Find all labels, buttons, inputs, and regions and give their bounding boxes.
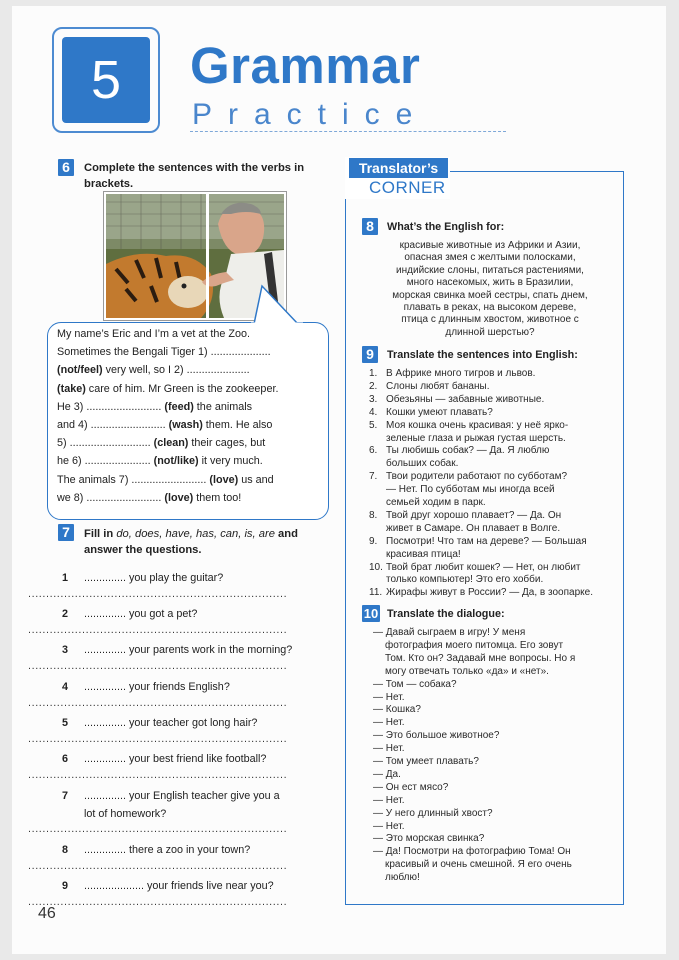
exercise-9-item bbox=[369, 368, 611, 381]
subtitle-divider bbox=[190, 131, 506, 132]
exercise-6-verb: (love) bbox=[209, 473, 239, 486]
dialogue-line: — Том умеет плавать? bbox=[373, 756, 479, 767]
item-number: 4. bbox=[369, 406, 378, 418]
question-text bbox=[84, 788, 324, 823]
item-number: 5. bbox=[369, 419, 378, 431]
question-number: 6 bbox=[62, 753, 69, 765]
question-text bbox=[84, 679, 324, 697]
exercise-9-item bbox=[369, 510, 611, 536]
item-line: Моя кошка очень красивая: у неё ярко- bbox=[386, 419, 569, 431]
dialogue-line: люблю! bbox=[385, 872, 420, 884]
exercise-6-number: 6 bbox=[58, 159, 74, 176]
exercise-6-line bbox=[57, 361, 320, 379]
exercise-9-instruction: Translate the sentences into English: bbox=[387, 349, 578, 361]
item-line: только компьютер! Это его хобби. bbox=[386, 574, 544, 586]
item-text bbox=[386, 394, 611, 407]
exercise-6-text: us and bbox=[238, 473, 274, 486]
answer-line: ........................................................................ bbox=[28, 660, 288, 672]
exercise-8-line: много насекомых, жить в Бразилии, bbox=[406, 277, 574, 289]
exercise-6-line bbox=[57, 343, 320, 361]
item-line: Посмотри! Что там на дереве? — Большая bbox=[386, 535, 587, 547]
question-text bbox=[84, 715, 324, 733]
exercise-6-text: He 3) ......................... bbox=[57, 400, 165, 413]
exercise-8-line: красивые животные из Африки и Азии, bbox=[399, 240, 581, 251]
item-number: 1. bbox=[369, 368, 378, 379]
question-line: .............. your teacher got long hair? bbox=[84, 717, 258, 729]
question-number: 4 bbox=[62, 681, 69, 693]
exercise-7-question bbox=[62, 715, 324, 733]
question-text bbox=[84, 642, 324, 660]
exercise-6-verb: (clean) bbox=[153, 437, 189, 450]
item-line: Ты любишь собак? — Да. Я люблю bbox=[386, 445, 550, 457]
exercise-6-verb: (not/like) bbox=[153, 455, 199, 468]
page-title: Grammar bbox=[190, 37, 421, 94]
question-line: .............. you play the guitar? bbox=[84, 572, 224, 584]
item-line: живет в Самаре. Он плавает в Волге. bbox=[386, 522, 561, 534]
item-line: Твой брат любит кошек? — Нет, он любит bbox=[386, 561, 581, 573]
exercise-7-number: 7 bbox=[58, 524, 74, 541]
unit-badge bbox=[52, 27, 160, 133]
exercise-9-item bbox=[369, 471, 611, 510]
item-number: 8. bbox=[369, 509, 378, 521]
exercise-6-text: 5) ........................... bbox=[57, 437, 154, 450]
dialogue-line: могу отвечать только «да» и «нет». bbox=[385, 665, 549, 677]
dialogue-line: — Да. bbox=[373, 768, 401, 780]
dialogue-line: фотография моего питомца. Его зовут bbox=[385, 639, 564, 651]
exercise-8-line: индийские слоны, питаться растениями, bbox=[396, 264, 584, 276]
question-line: lot of homework? bbox=[84, 807, 167, 820]
exercise-6-line bbox=[57, 398, 320, 416]
item-line: зеленые глаза и рыжая густая шерсть. bbox=[386, 432, 566, 444]
exercise-6-text: he 6) ...................... bbox=[57, 455, 154, 468]
item-line: — Нет. По субботам мы иногда всей bbox=[386, 484, 555, 496]
exercise-7-question bbox=[62, 842, 324, 860]
item-text bbox=[386, 420, 611, 446]
item-text bbox=[386, 407, 611, 420]
exercise-6-text: it very much. bbox=[198, 455, 263, 468]
item-line: В Африке много тигров и львов. bbox=[386, 368, 536, 379]
answer-line: ........................................................................ bbox=[28, 624, 288, 636]
dialogue-line: — Нет. bbox=[373, 820, 405, 832]
item-line: больших собак. bbox=[386, 458, 459, 470]
exercise-10-instruction: Translate the dialogue: bbox=[387, 608, 505, 620]
dialogue-line: — Это морская свинка? bbox=[373, 833, 485, 845]
exercise-6-text: and 4) ......................... bbox=[57, 419, 169, 432]
dialogue-line: — Кошка? bbox=[373, 704, 421, 716]
dialogue-line: — Да! Посмотри на фотографию Тома! Он bbox=[373, 846, 571, 858]
exercise-6-text: them. He also bbox=[202, 419, 273, 432]
translators-corner-title: Translator’s bbox=[349, 158, 448, 178]
exercise-8-line: длинной шерстью? bbox=[445, 326, 535, 338]
exercise-9-item bbox=[369, 381, 611, 394]
exercise-9-item bbox=[369, 420, 611, 446]
dialogue-line: — Это большое животное? bbox=[373, 730, 500, 742]
exercise-6-text: Sometimes the Bengali Tiger 1) .................... bbox=[57, 346, 271, 359]
exercise-6-line bbox=[57, 471, 320, 489]
item-text bbox=[386, 471, 611, 510]
page-subtitle: Practice bbox=[192, 98, 429, 131]
item-text bbox=[386, 510, 611, 536]
dialogue-line: — У него длинный хвост? bbox=[373, 807, 493, 819]
dialogue-line: — Том — собака? bbox=[373, 678, 457, 690]
answer-line: ........................................................................ bbox=[28, 823, 288, 835]
exercise-6-text: The animals 7) ......................... bbox=[57, 473, 210, 486]
exercise-6-verb: (not/feel) bbox=[57, 364, 103, 377]
exercise-6-verb: (take) bbox=[57, 382, 86, 395]
exercise-9-item bbox=[369, 407, 611, 420]
item-line: Кошки умеют плавать? bbox=[386, 406, 493, 418]
question-text bbox=[84, 606, 324, 624]
question-number: 1 bbox=[62, 572, 69, 584]
dialogue-line: Том. Кто он? Задавай мне вопросы. Но я bbox=[385, 652, 576, 664]
exercise-8-instruction: What’s the English for: bbox=[387, 221, 505, 233]
answer-line: ........................................................................ bbox=[28, 896, 288, 908]
exercise-8-line: морская свинка моей сестры, спать днем, bbox=[392, 289, 588, 301]
exercise-6-text: very well, so I 2) ..................... bbox=[102, 364, 250, 377]
exercise-7-instruction-text: Fill in bbox=[84, 528, 117, 540]
dialogue-line: — Нет. bbox=[373, 717, 405, 729]
exercise-7-question bbox=[62, 878, 324, 896]
item-text bbox=[386, 368, 611, 381]
exercise-6-instruction-line: Complete the sentences with the verbs in bbox=[84, 162, 305, 174]
dialogue-line: — Давай сыграем в игру! У меня bbox=[373, 627, 526, 638]
item-number: 3. bbox=[369, 393, 378, 405]
exercise-6-verb: (wash) bbox=[168, 419, 203, 432]
question-text bbox=[84, 570, 324, 588]
exercise-9-item bbox=[369, 562, 611, 588]
dialogue-line: — Нет. bbox=[373, 743, 405, 755]
answer-line: ........................................................................ bbox=[28, 697, 288, 709]
dialogue-line: — Он ест мясо? bbox=[373, 781, 449, 793]
exercise-6-text bbox=[57, 325, 320, 507]
item-number: 2. bbox=[369, 380, 378, 392]
exercise-6-text: them too! bbox=[193, 491, 242, 504]
question-line: .................... your friends live near you? bbox=[84, 880, 274, 892]
exercise-6-text: their cages, but bbox=[188, 437, 266, 450]
exercise-7-instruction bbox=[84, 526, 298, 558]
question-number: 9 bbox=[62, 880, 69, 892]
exercise-6-line bbox=[57, 434, 320, 452]
exercise-7-instruction-text: and bbox=[274, 528, 298, 540]
exercise-6-line bbox=[57, 452, 320, 470]
exercise-8-line: птица с длинным хвостом, животное с bbox=[401, 314, 579, 326]
item-line: Твои родители работают по субботам? bbox=[386, 471, 568, 483]
question-line: .............. your English teacher give you a bbox=[84, 790, 280, 802]
answer-line: ........................................................................ bbox=[28, 860, 288, 872]
question-number: 3 bbox=[62, 644, 69, 656]
exercise-6-instruction-line: brackets. bbox=[84, 178, 134, 190]
exercise-6-text: My name’s Eric and I’m a vet at the Zoo. bbox=[57, 328, 251, 340]
item-line: Обезьяны — забавные животные. bbox=[386, 393, 545, 405]
exercise-6-line bbox=[57, 416, 320, 434]
question-line: .............. there a zoo in your town? bbox=[84, 844, 251, 856]
dialogue-line: красивый и очень смешной. Я его очень bbox=[385, 859, 572, 871]
exercise-7-question bbox=[62, 751, 324, 769]
exercise-6-text: the animals bbox=[193, 400, 253, 413]
item-number: 11. bbox=[369, 587, 383, 599]
exercise-6-text: we 8) ......................... bbox=[57, 491, 165, 504]
exercise-6-verb: (love) bbox=[164, 491, 194, 504]
item-line: красивая птица! bbox=[386, 548, 461, 560]
exercise-7-question bbox=[62, 606, 324, 624]
exercise-6-line bbox=[57, 489, 320, 507]
question-number: 8 bbox=[62, 844, 69, 856]
speech-bubble-tail bbox=[248, 280, 308, 325]
exercise-7-question bbox=[62, 788, 324, 823]
item-line: семьей ходим в парк. bbox=[386, 497, 486, 508]
question-number: 5 bbox=[62, 717, 69, 729]
answer-line: ........................................................................ bbox=[28, 769, 288, 781]
exercise-7-question bbox=[62, 679, 324, 697]
question-line: .............. your best friend like football? bbox=[84, 753, 267, 765]
exercise-9-item bbox=[369, 394, 611, 407]
question-line: .............. your friends English? bbox=[84, 681, 230, 693]
item-text bbox=[386, 381, 611, 394]
exercise-6-text: care of him. Mr Green is the zookeeper. bbox=[85, 382, 279, 395]
item-text bbox=[386, 536, 611, 562]
exercise-8-line: опасная змея с желтыми полосками, bbox=[404, 252, 576, 264]
question-text bbox=[84, 878, 324, 896]
answer-line: ........................................................................ bbox=[28, 733, 288, 745]
question-line: .............. your parents work in the morning? bbox=[84, 644, 293, 656]
exercise-6-line bbox=[57, 380, 320, 398]
exercise-6-instruction bbox=[84, 160, 304, 192]
exercise-8-line: плавать в реках, на высоком дереве, bbox=[403, 302, 577, 313]
item-text bbox=[386, 562, 611, 588]
item-line: Слоны любят бананы. bbox=[386, 380, 490, 392]
item-line: Твой друг хорошо плавает? — Да. Он bbox=[386, 509, 562, 521]
exercise-9-item bbox=[369, 587, 611, 600]
item-text bbox=[386, 587, 611, 600]
question-number: 2 bbox=[62, 608, 69, 620]
exercise-7-question bbox=[62, 570, 324, 588]
translators-corner-subtitle: CORNER bbox=[369, 178, 446, 197]
question-line: .............. you got a pet? bbox=[84, 608, 198, 620]
question-text bbox=[84, 751, 324, 769]
exercise-10-number: 10 bbox=[363, 606, 379, 621]
exercise-6-line bbox=[57, 325, 320, 343]
exercise-8-number: 8 bbox=[362, 218, 378, 235]
unit-number: 5 bbox=[62, 37, 150, 123]
exercise-7-word-list: do, does, have, has, can, is, are bbox=[116, 528, 275, 540]
page-number: 46 bbox=[38, 905, 56, 922]
answer-line: ........................................................................ bbox=[28, 588, 288, 600]
item-line: Жирафы живут в России? — Да, в зоопарке. bbox=[386, 587, 593, 599]
exercise-7-question bbox=[62, 642, 324, 660]
item-number: 7. bbox=[369, 471, 378, 483]
item-number: 9. bbox=[369, 535, 378, 547]
dialogue-line: — Нет. bbox=[373, 794, 405, 806]
question-text bbox=[84, 842, 324, 860]
question-number: 7 bbox=[62, 790, 69, 802]
exercise-9-item bbox=[369, 536, 611, 562]
exercise-9-item bbox=[369, 445, 611, 471]
item-number: 6. bbox=[369, 445, 378, 457]
item-text bbox=[386, 445, 611, 471]
item-number: 10. bbox=[369, 561, 383, 573]
dialogue-line: — Нет. bbox=[373, 691, 405, 703]
exercise-6-verb: (feed) bbox=[164, 400, 194, 413]
exercise-7-instruction-line: answer the questions. bbox=[84, 544, 202, 556]
exercise-9-number: 9 bbox=[362, 346, 378, 363]
